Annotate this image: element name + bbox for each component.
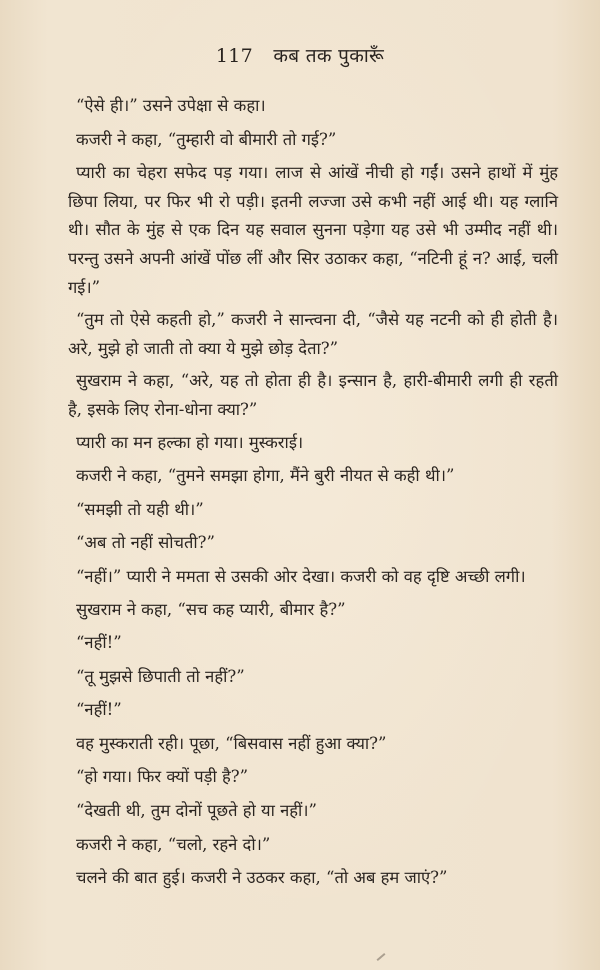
paragraph: सुखराम ने कहा, “अरे, यह तो होता ही है। इन्सान है, हारी-बीमारी लगी ही रहती है, इसके लिए रोना-धोना क्या?” [68, 371, 558, 419]
paragraph: “नहीं!” [76, 633, 122, 653]
page-header [0, 42, 600, 68]
paragraph: कजरी ने कहा, “तुमने समझा होगा, मैंने बुरी नीयत से कही थी।” [76, 466, 455, 486]
paragraph: प्यारी का चेहरा सफेद पड़ गया। लाज से आंखें नीची हो गईं। उसने हाथों में मुंह छिपा लिया, पर फिर भी रो पड़ी। इतनी लज्जा उसे कभी नहीं आई थी। यह ग्लानि थी। सौत के मुंह से एक दिन यह सवाल सुनना पड़ेगा यह उसे भी उम्मीद नहीं थी। परन्तु उसने अपनी आंखें पोंछ लीं और सिर उठाकर कहा, “नटिनी हूं न? आई, चली गई।” [68, 163, 558, 297]
paragraph: “तू मुझसे छिपाती तो नहीं?” [76, 666, 245, 686]
paragraph: “ऐसे ही।” उसने उपेक्षा से कहा। [76, 96, 266, 115]
paragraph: चलने की बात हुई। कजरी ने उठकर कहा, “तो अब हम जाएं?” [76, 868, 448, 888]
paragraph: वह मुस्कराती रही। पूछा, “बिसवास नहीं हुआ क्या?” [76, 733, 387, 753]
paragraph: “समझी तो यही थी।” [76, 499, 204, 519]
paragraph: कजरी ने कहा, “तुम्हारी वो बीमारी तो गई?” [76, 129, 337, 149]
print-mark [377, 953, 386, 961]
paragraph: प्यारी का मन हल्का हो गया। मुस्कराई। [76, 432, 304, 452]
page-number: 117 [215, 45, 254, 67]
paragraph: “अब तो नहीं सोचती?” [76, 533, 215, 553]
paragraph: “देखती थी, तुम दोनों पूछते हो या नहीं।” [76, 801, 317, 821]
body-text [68, 92, 558, 898]
paragraph: “नहीं!” [76, 700, 122, 720]
paragraph: “तुम तो ऐसे कहती हो,” कजरी ने सान्त्वना दी, “जैसे यह नटनी को ही होती है। अरे, मुझे हो जाती तो क्या ये मुझे छोड़ देता?” [68, 310, 558, 358]
running-title: कब तक पुकारूँ [273, 45, 385, 67]
paragraph: कजरी ने कहा, “चलो, रहने दो।” [76, 834, 271, 854]
paragraph: सुखराम ने कहा, “सच कह प्यारी, बीमार है?” [76, 599, 346, 619]
paragraph: “हो गया। फिर क्यों पड़ी है?” [76, 767, 249, 787]
paragraph: “नहीं।” प्यारी ने ममता से उसकी ओर देखा। कजरी को वह दृष्टि अच्छी लगी। [76, 566, 526, 586]
